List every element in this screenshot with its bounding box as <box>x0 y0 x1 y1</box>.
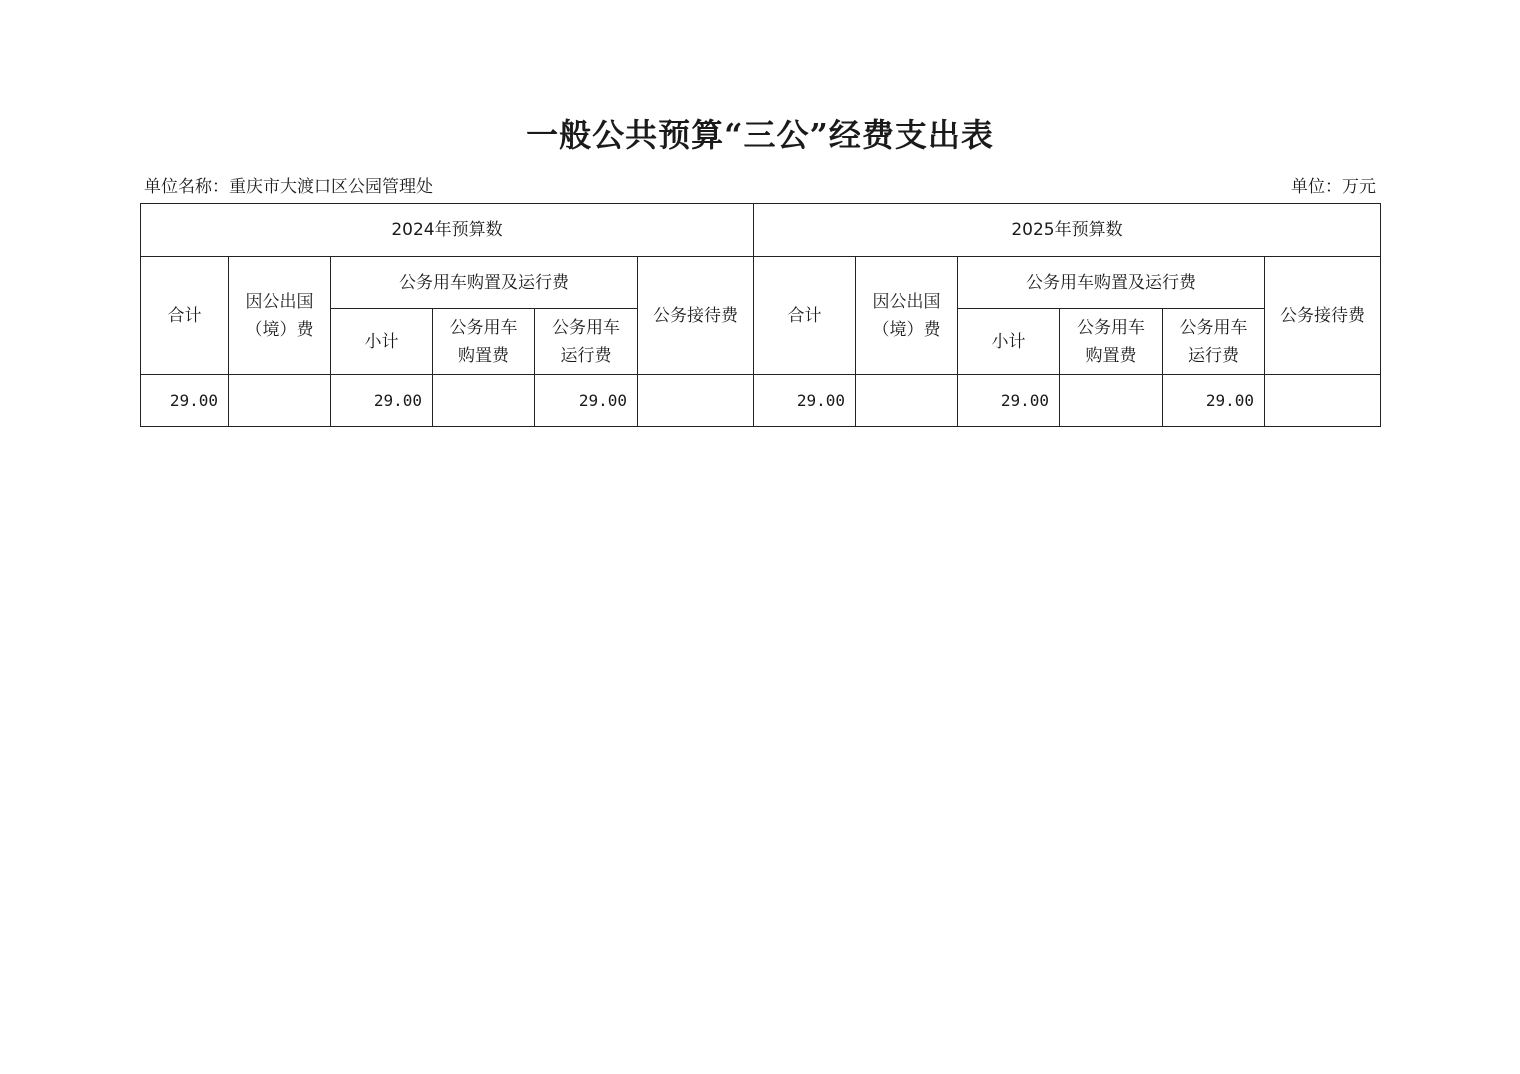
cell-subtotal-2025: 29.00 <box>958 375 1060 427</box>
year-header-2025: 2025年预算数 <box>754 204 1381 257</box>
header-purchase-line1: 公务用车 <box>1077 317 1145 338</box>
cell-reception-2024 <box>638 375 754 427</box>
cell-subtotal-2024: 29.00 <box>331 375 433 427</box>
header-vehicle-2025: 公务用车购置及运行费 <box>958 257 1265 309</box>
page-title: 一般公共预算“三公”经费支出表 <box>526 116 994 154</box>
header-operation-2025 <box>1163 309 1265 375</box>
header-abroad-line2: （境）费 <box>245 319 314 340</box>
category-header-row <box>141 257 1381 309</box>
header-purchase-line2: 购置费 <box>458 345 509 366</box>
cell-reception-2025 <box>1265 375 1381 427</box>
header-total-2025: 合计 <box>754 257 856 375</box>
three-public-expenses-table <box>140 203 1381 427</box>
header-reception-2025: 公务接待费 <box>1265 257 1381 375</box>
cell-purchase-2024 <box>433 375 535 427</box>
header-purchase-line1: 公务用车 <box>449 317 518 338</box>
header-abroad-2025 <box>856 257 958 375</box>
cell-total-2024: 29.00 <box>141 375 229 427</box>
header-abroad-2024 <box>229 257 331 375</box>
unit-name-label: 单位名称：重庆市大渡口区公园管理处 <box>144 177 433 197</box>
header-purchase-2025 <box>1060 309 1163 375</box>
table-row <box>141 375 1381 427</box>
header-purchase-line2: 购置费 <box>1085 345 1137 366</box>
header-subtotal-2025: 小计 <box>958 309 1060 375</box>
header-abroad-line2: （境）费 <box>872 319 941 340</box>
header-abroad-line1: 因公出国 <box>245 291 314 312</box>
header-abroad-line1: 因公出国 <box>872 291 941 312</box>
year-header-2024: 2024年预算数 <box>141 204 754 257</box>
header-purchase-2024 <box>433 309 535 375</box>
currency-unit-label: 单位：万元 <box>1291 177 1376 197</box>
header-operation-line2: 运行费 <box>1188 345 1239 366</box>
cell-total-2025: 29.00 <box>754 375 856 427</box>
header-operation-line1: 公务用车 <box>552 317 620 338</box>
cell-operation-2024: 29.00 <box>535 375 638 427</box>
header-operation-2024 <box>535 309 638 375</box>
header-total-2024: 合计 <box>141 257 229 375</box>
cell-operation-2025: 29.00 <box>1163 375 1265 427</box>
header-reception-2024: 公务接待费 <box>638 257 754 375</box>
year-header-row <box>141 204 1381 257</box>
cell-purchase-2025 <box>1060 375 1163 427</box>
cell-abroad-2025 <box>856 375 958 427</box>
header-vehicle-2024: 公务用车购置及运行费 <box>331 257 638 309</box>
header-operation-line2: 运行费 <box>560 345 612 366</box>
cell-abroad-2024 <box>229 375 331 427</box>
header-operation-line1: 公务用车 <box>1179 317 1248 338</box>
header-subtotal-2024: 小计 <box>331 309 433 375</box>
